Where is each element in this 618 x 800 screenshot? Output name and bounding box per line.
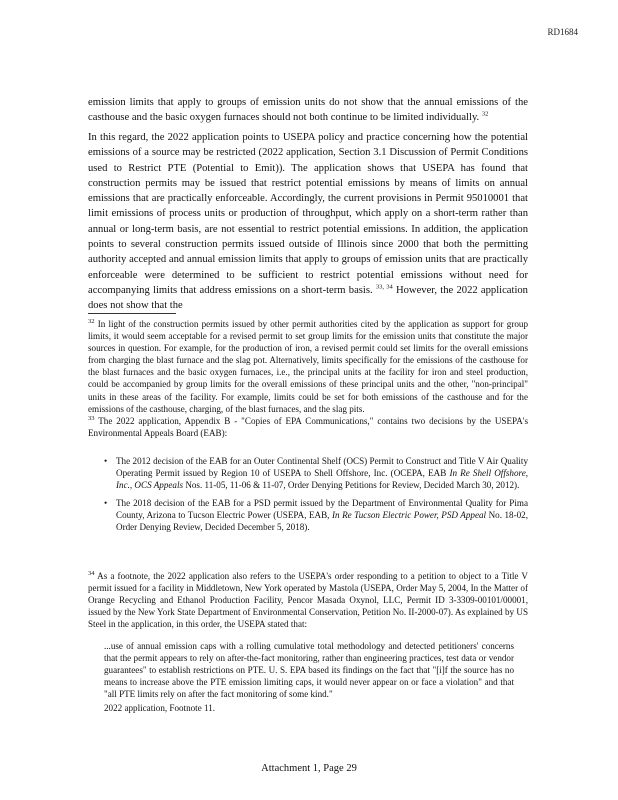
bullet-2-case-name: In Re Tucson Electric Power, PSD Appeal: [331, 510, 487, 521]
footnote-32: [88, 318, 528, 439]
footnote-divider: [88, 313, 176, 314]
footnote-33-number: 33: [88, 414, 95, 422]
paragraph-2-text-b: However, the 2022 application does not show that the: [88, 284, 528, 312]
bullet-2-text-a: The 2018 decision of the EAB for a PSD permit issued by the Department of Environmental Quality for Pima County, Arizona to Tucson Electric Power (USEPA, EAB,: [116, 498, 528, 521]
bullet-1-text-a: The 2012 decision of the EAB for an Outer Continental Shelf (OCS) Permit to Construct and Title V Air Quality Operating Permit issued by Region 10 of USEPA to Shell Offshore, Inc. (OCEPA, EAB: [116, 456, 528, 479]
document-id: RD1684: [547, 27, 578, 37]
quote-source: 2022 application, Footnote 11.: [104, 703, 216, 713]
footnote-34: [88, 570, 528, 630]
footnote-ref-33-34: 33, 34: [375, 283, 393, 291]
block-quote: ...use of annual emission caps with a rolling cumulative total methodology and detected petitioners' concerns that the permit appears to rely on after-the-fact monitoring, rather than engineering practices, test data or vendor guarantees" to establish restrictions on PTE. U. S. EPA based its findings on the fact that "[i]f the source has no means to increase above the PTE emission limiting caps, it would never appear on or face a violation" and that "all PTE limits rely on after the fact monitoring of some kind.": [104, 641, 514, 700]
paragraph-2: [88, 130, 528, 314]
paragraph-2-text-a: In this regard, the 2022 application points to USEPA policy and practice concerning how the potential emissions of a source may be restricted (2022 application, Section 3.1 Discussion of Permit Conditions used to Restrict PTE (Potential to Emit)). The application shows that USEPA has found that construction permits may be issued that restrict potential emissions by means of limits on annual emissions that are practically enforceable. Accordingly, the current provisions in Permit 95010001 that limit emissions of process units or production of throughput, which apply on a short-term rather than annual or long-term basis, are not essential to restrict potential emissions. In addition, the application points to several construction permits issued outside of Illinois since 2000 that both the permitting authority accepted and annual emission limits that apply to groups of emission units that are practically enforceable were determined to be sufficient to restrict potential emissions without need for accompanying limits that address emissions on a short-term basis.: [88, 132, 528, 296]
bullet-2-text-b: No. 18-02, Order Denying Review, Decided December 5, 2018).: [116, 510, 528, 533]
footnote-32-number: 32: [88, 317, 95, 325]
footnote-ref-32: 32: [481, 110, 489, 118]
eab-decision-list: [104, 455, 528, 540]
footnote-33-text: The 2022 application, Appendix B - "Copies of EPA Communications," contains two decisions by the USEPA's Environmental Appeals Board (EAB):: [88, 415, 528, 438]
paragraph-1: [88, 95, 528, 126]
list-item: [104, 455, 528, 491]
footnote-32-text: In light of the construction permits issued by other permit authorities cited by the application as support for group limits, it would seem acceptable for a revised permit to set group limits for the emission units that constitute the major sources in question. For example, for the production of iron, a revised permit could set limits for the overall emissions from charging the blast furnace and the slag pot. Alternatively, limits specifically for the emissions of the casthouse for the blast furnaces and the basic oxygen furnaces, i.e., the principal units at the facility for iron and steel production, could be accompanied by group limits for the overall emissions of these principal units and the other, "non-principal" units in these areas of the facility. For example, limits could be set for both emissions of the casthouse and for the emissions of the casthouse, charging, of the blast furnaces, and the slag pits.: [88, 319, 528, 414]
page-footer: Attachment 1, Page 29: [261, 763, 357, 774]
footnote-34-text: As a footnote, the 2022 application also refers to the USEPA's order responding to a petition to object to a Title V permit issued for a facility in Middletown, New York operated by Mastola (USEPA, Order May 5, 2004, In the Matter of Orange Recycling and Ethanol Production Facility, Pencor Masada Oxynol, LLC, Permit ID 3-3309-00101/00001, issued by the New York State Department of Environmental Conservation, Petition No. II-2000-07). As explained by US Steel in the application, in this order, the USEPA stated that:: [88, 571, 528, 630]
bullet-1-text-b: Nos. 11-05, 11-06 & 11-07, Order Denying Petitions for Review, Decided March 30, 2012).: [185, 480, 520, 491]
footnote-34-number: 34: [88, 569, 95, 577]
list-item: [104, 497, 528, 533]
bullet-1-case-name: In Re Shell Offshore, Inc., OCS Appeals: [116, 468, 529, 491]
paragraph-1-text: emission limits that apply to groups of emission units do not show that the annual emissions of the casthouse and the basic oxygen furnaces should not both continue to be limited individually.: [88, 97, 528, 124]
